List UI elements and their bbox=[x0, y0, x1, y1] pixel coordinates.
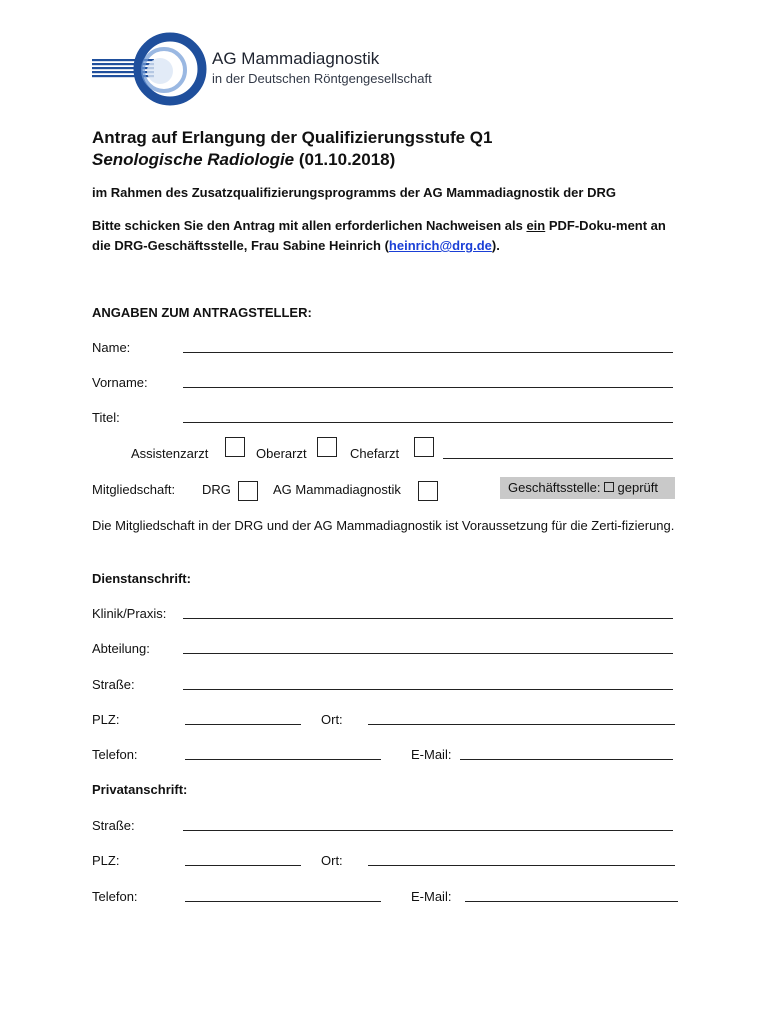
position-label-oberarzt: Oberarzt bbox=[256, 446, 307, 461]
work-phone-field[interactable] bbox=[185, 759, 381, 760]
office-checkbox[interactable] bbox=[604, 482, 614, 492]
instruction-part3: ). bbox=[491, 238, 500, 253]
membership-label-drg: DRG bbox=[202, 482, 231, 497]
name-field[interactable] bbox=[183, 352, 673, 353]
private-email-field[interactable] bbox=[465, 901, 678, 902]
document-title: Antrag auf Erlangung der Qualifizierungsstufe Q1 bbox=[92, 128, 493, 147]
logo bbox=[92, 32, 432, 107]
applicant-heading: ANGABEN ZUM ANTRAGSTELLER: bbox=[92, 305, 312, 320]
checkbox-chefarzt[interactable] bbox=[414, 437, 434, 457]
private-phone-label: Telefon: bbox=[92, 889, 138, 904]
work-street-field[interactable] bbox=[183, 689, 673, 690]
office-check-box bbox=[500, 477, 675, 499]
instruction-text bbox=[92, 216, 682, 256]
private-street-field[interactable] bbox=[183, 830, 673, 831]
vorname-field[interactable] bbox=[183, 387, 673, 388]
department-field[interactable] bbox=[183, 653, 673, 654]
instruction-underlined: ein bbox=[526, 218, 546, 233]
work-phone-label: Telefon: bbox=[92, 747, 138, 762]
intro-text: im Rahmen des Zusatzqualifizierungsprogramms der AG Mammadiagnostik der DRG bbox=[92, 185, 616, 200]
private-email-label: E-Mail: bbox=[411, 889, 452, 904]
office-label: Geschäftsstelle: bbox=[508, 480, 601, 495]
department-label: Abteilung: bbox=[92, 641, 150, 656]
private-city-label: Ort: bbox=[321, 853, 343, 868]
subtitle-date: (01.10.2018) bbox=[294, 150, 396, 169]
instruction-part1: Bitte schicken Sie den Antrag mit allen erforderlichen Nachweisen als bbox=[92, 218, 527, 233]
private-zip-field[interactable] bbox=[185, 865, 301, 866]
checkbox-ag-mammadiagnostik[interactable] bbox=[418, 481, 438, 501]
position-label-chefarzt: Chefarzt bbox=[350, 446, 400, 461]
work-zip-field[interactable] bbox=[185, 724, 301, 725]
membership-label: Mitgliedschaft: bbox=[92, 482, 176, 497]
office-checked-label: geprüft bbox=[617, 480, 658, 495]
instruction-part2: PDF-Doku-ment an die DRG-Geschäftsstelle, Frau Sabine Heinrich ( bbox=[92, 218, 666, 253]
private-street-label: Straße: bbox=[92, 818, 135, 833]
titel-field[interactable] bbox=[183, 422, 673, 423]
email-link[interactable]: heinrich@drg.de bbox=[388, 238, 492, 253]
titel-label: Titel: bbox=[92, 410, 120, 425]
work-email-label: E-Mail: bbox=[411, 747, 452, 762]
checkbox-oberarzt[interactable] bbox=[317, 437, 337, 457]
work-address-heading: Dienstanschrift: bbox=[92, 571, 191, 586]
checkbox-drg[interactable] bbox=[238, 481, 258, 501]
private-city-field[interactable] bbox=[368, 865, 675, 866]
private-phone-field[interactable] bbox=[185, 901, 381, 902]
clinic-label: Klinik/Praxis: bbox=[92, 606, 167, 621]
private-zip-label: PLZ: bbox=[92, 853, 120, 868]
clinic-field[interactable] bbox=[183, 618, 673, 619]
private-address-heading: Privatanschrift: bbox=[92, 782, 188, 797]
work-city-label: Ort: bbox=[321, 712, 343, 727]
checkbox-assistenzarzt[interactable] bbox=[225, 437, 245, 457]
membership-label-ag: AG Mammadiagnostik bbox=[273, 482, 401, 497]
position-other-field[interactable] bbox=[443, 458, 673, 459]
membership-note: Die Mitgliedschaft in der DRG und der AG Mammadiagnostik ist Voraussetzung für die Zerti-fizierung. bbox=[92, 518, 675, 533]
position-label-assistenzarzt: Assistenzarzt bbox=[131, 446, 209, 461]
name-label: Name: bbox=[92, 340, 131, 355]
logo-subtitle: in der Deutschen Röntgengesellschaft bbox=[212, 71, 432, 86]
work-zip-label: PLZ: bbox=[92, 712, 120, 727]
work-city-field[interactable] bbox=[368, 724, 675, 725]
work-street-label: Straße: bbox=[92, 677, 135, 692]
document-subtitle bbox=[92, 150, 395, 170]
subtitle-italic: Senologische Radiologie bbox=[92, 150, 295, 169]
work-email-field[interactable] bbox=[460, 759, 673, 760]
vorname-label: Vorname: bbox=[92, 375, 148, 390]
logo-title: AG Mammadiagnostik bbox=[212, 49, 380, 68]
